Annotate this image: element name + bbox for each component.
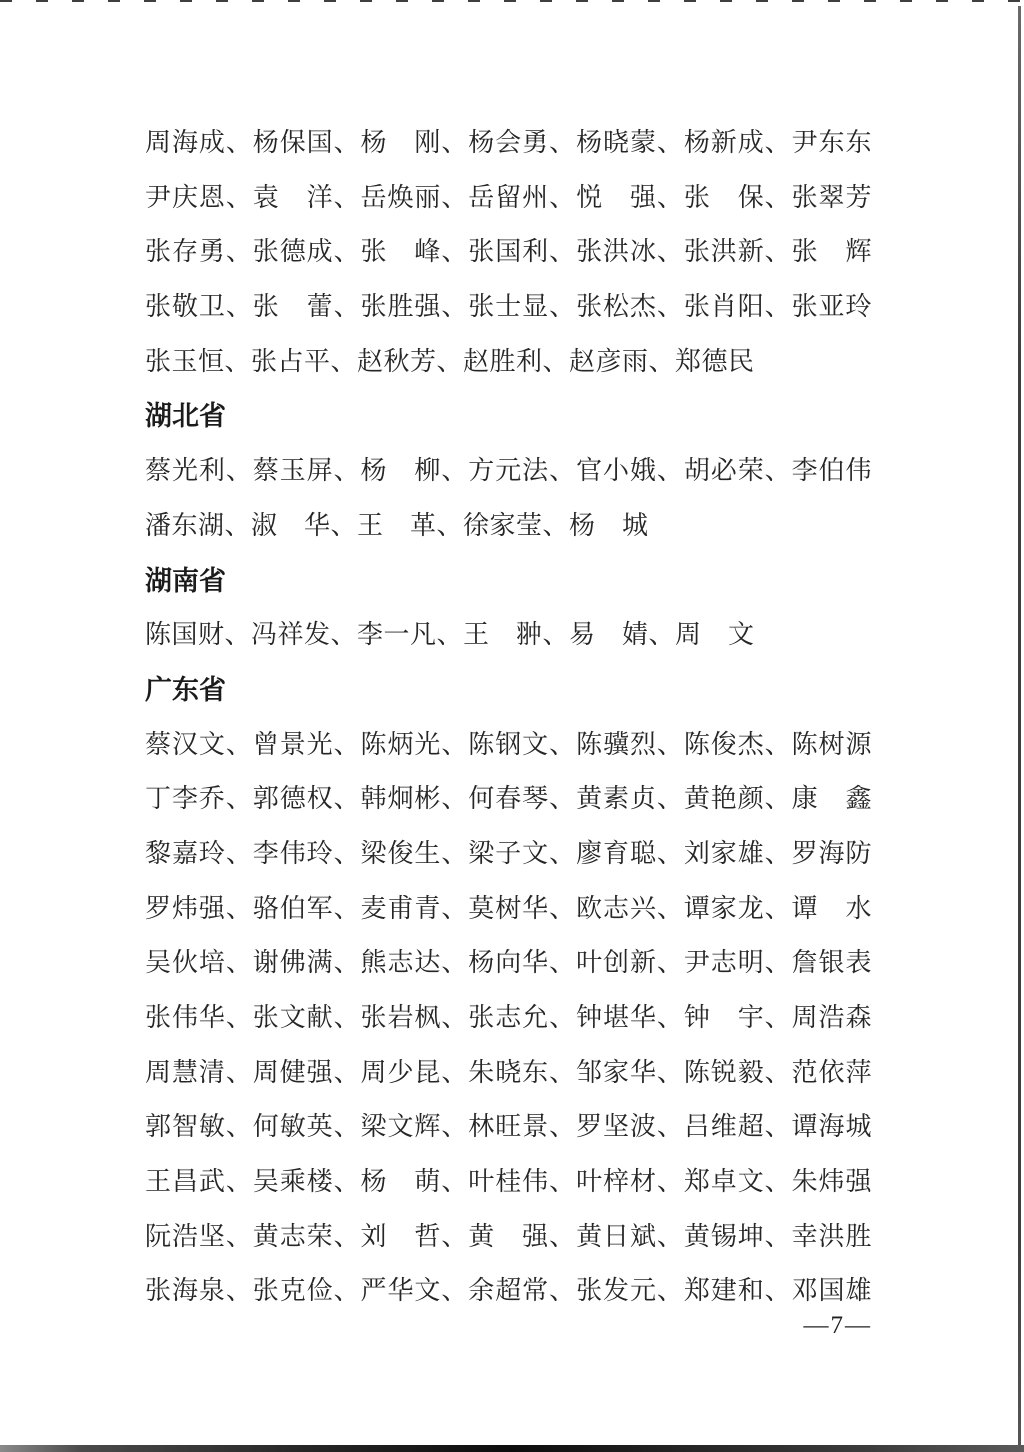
name-line: 阮浩坚、黄志荣、刘 哲、黄 强、黄日斌、黄锡坤、幸洪胜: [145, 1221, 872, 1251]
name-line: 张海泉、张克俭、严华文、余超常、张发元、郑建和、邓国雄: [145, 1276, 872, 1306]
province-header-guangdong: 广东省: [145, 674, 226, 705]
scan-edge-top: [0, 0, 1024, 2]
scan-edge-bottom: [0, 1445, 1024, 1452]
name-line: 蔡汉文、曾景光、陈炳光、陈钢文、陈骥烈、陈俊杰、陈树源: [145, 729, 872, 759]
name-line: 潘东湖、淑 华、王 革、徐家莹、杨 城: [145, 510, 649, 540]
name-line: 蔡光利、蔡玉屏、杨 柳、方元法、官小娥、胡必荣、李伯伟: [145, 456, 872, 486]
page-number: —7—: [803, 1312, 872, 1339]
name-line: 黎嘉玲、李伟玲、梁俊生、梁子文、廖育聪、刘家雄、罗海防: [145, 838, 872, 868]
name-line: 张存勇、张德成、张 峰、张国利、张洪冰、张洪新、张 辉: [145, 237, 872, 267]
name-line: 张伟华、张文献、张岩枫、张志允、钟堪华、钟 宇、周浩森: [145, 1003, 872, 1032]
name-line: 丁李乔、郭德权、韩炯彬、何春琴、黄素贞、黄艳颜、康 鑫: [145, 784, 872, 814]
name-line: 陈国财、冯祥发、李一凡、王 翀、易 婧、周 文: [145, 620, 755, 650]
name-line: 张玉恒、张占平、赵秋芳、赵胜利、赵彦雨、郑德民: [145, 346, 755, 376]
name-line: 王昌武、吴乘楼、杨 萌、叶桂伟、叶梓材、郑卓文、朱炜强: [145, 1167, 872, 1197]
name-line: 张敬卫、张 蕾、张胜强、张士显、张松杰、张肖阳、张亚玲: [145, 292, 872, 322]
province-header-hunan: 湖南省: [145, 565, 226, 596]
name-line: 吴伙培、谢佛满、熊志达、杨向华、叶创新、尹志明、詹银表: [145, 948, 872, 978]
name-line: 郭智敏、何敏英、梁文辉、林旺景、罗坚波、吕维超、谭海城: [145, 1112, 872, 1142]
name-line: 尹庆恩、袁 洋、岳焕丽、岳留州、悦 强、张 保、张翠芳: [145, 182, 872, 212]
province-header-hubei: 湖北省: [145, 401, 226, 432]
name-line: 周海成、杨保国、杨 刚、杨会勇、杨晓蒙、杨新成、尹东东: [145, 128, 872, 157]
name-line: 罗炜强、骆伯军、麦甫青、莫树华、欧志兴、谭家龙、谭 水: [145, 893, 872, 923]
scan-edge-right: [1018, 6, 1021, 1452]
name-list: [145, 116, 872, 1319]
name-line: 周慧清、周健强、周少昆、朱晓东、邹家华、陈锐毅、范依萍: [145, 1057, 872, 1087]
